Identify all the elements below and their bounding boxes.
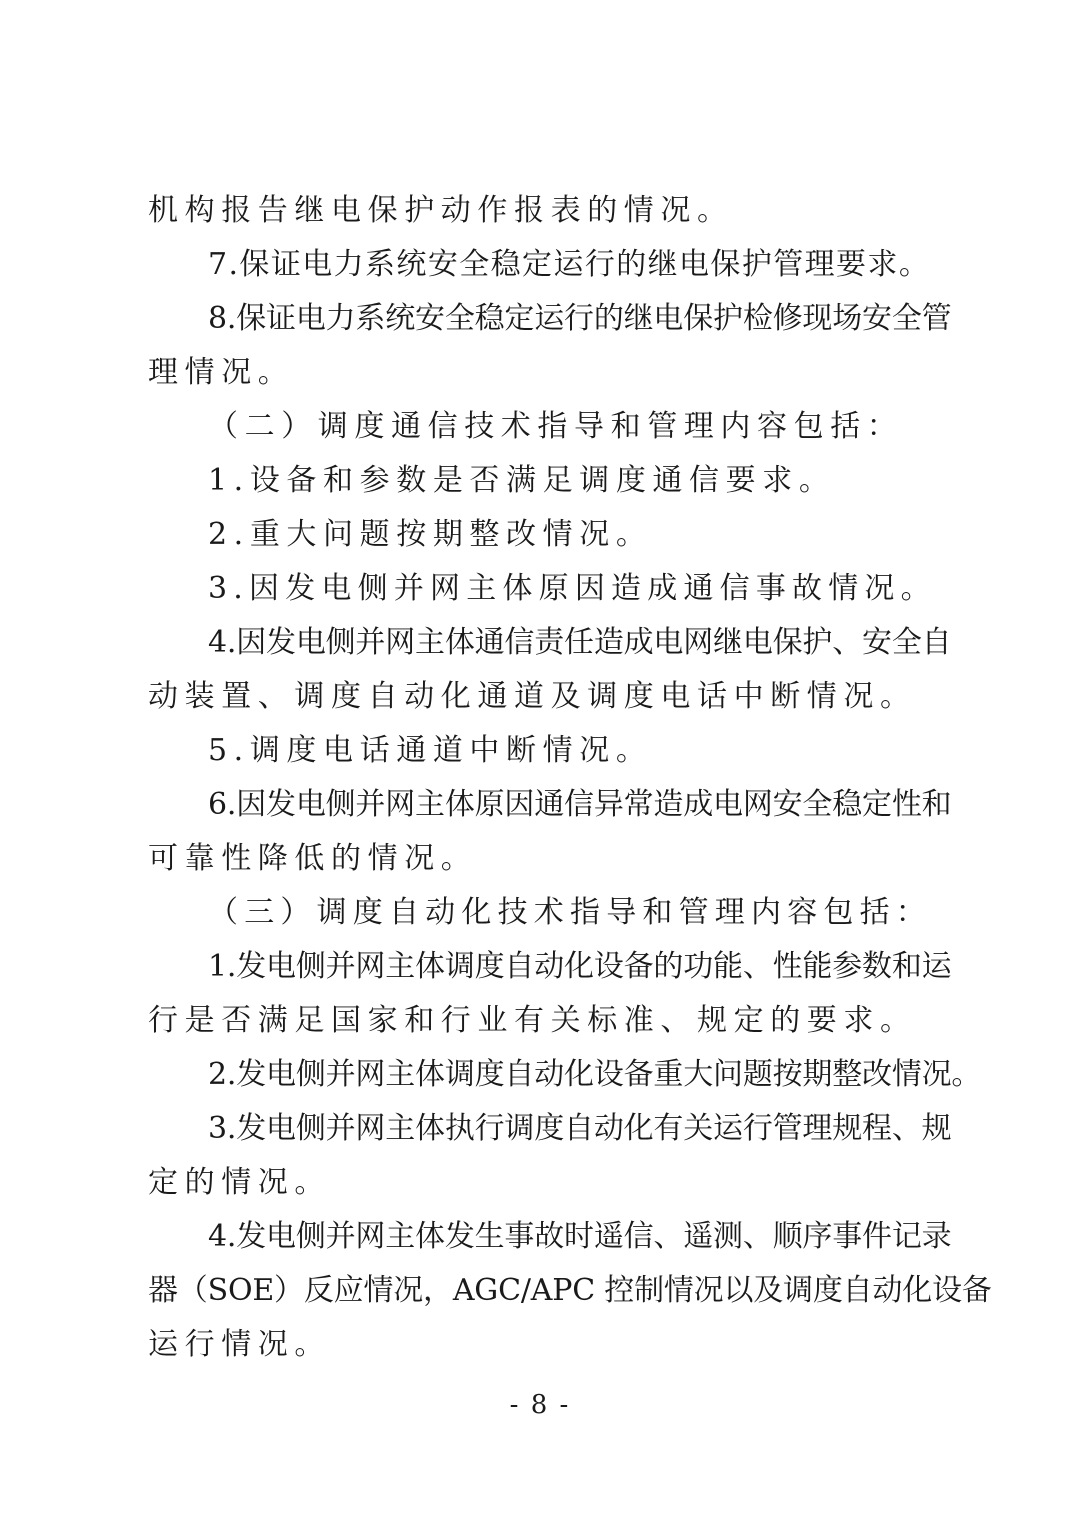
section-heading: （二）调度通信技术指导和管理内容包括： [208,409,904,444]
text-line: 4.发电侧并网主体发生事故时遥信、遥测、顺序事件记录 [208,1219,952,1254]
text-line: 可靠性降低的情况。 [148,841,478,876]
text-line: 5.调度电话通道中断情况。 [208,733,653,768]
text-line: 8.保证电力系统安全稳定运行的继电保护检修现场安全管 [208,301,952,336]
document-body [148,184,992,1372]
text-line: 6.因发电侧并网主体原因通信异常造成电网安全稳定性和 [208,787,952,822]
text-line: 7.保证电力系统安全稳定运行的继电保护管理要求。 [208,247,931,282]
section-heading: （三）调度自动化技术指导和管理内容包括： [208,895,932,930]
text-line: 3.发电侧并网主体执行调度自动化有关运行管理规程、规 [208,1111,952,1146]
text-line: 2.重大问题按期整改情况。 [208,517,653,552]
text-line: 1.发电侧并网主体调度自动化设备的功能、性能参数和运 [208,949,952,984]
text-line: 理情况。 [148,355,295,390]
text-line: 2.发电侧并网主体调度自动化设备重大问题按期整改情况。 [208,1057,982,1092]
text-line: 4.因发电侧并网主体通信责任造成电网继电保护、安全自 [208,625,952,660]
text-line: 机构报告继电保护动作报表的情况。 [148,193,734,228]
page-number: - 8 - [509,1390,571,1420]
text-line: 动装置、调度自动化通道及调度电话中断情况。 [148,679,917,714]
text-line: 1.设备和参数是否满足调度通信要求。 [208,463,836,498]
text-line: 器（SOE）反应情况，AGC/APC 控制情况以及调度自动化设备 [148,1273,992,1308]
text-line: 3.因发电侧并网主体原因造成通信事故情况。 [208,571,937,606]
text-line: 行是否满足国家和行业有关标准、规定的要求。 [148,1003,917,1038]
text-line: 运行情况。 [148,1327,331,1362]
text-line: 定的情况。 [148,1165,331,1200]
